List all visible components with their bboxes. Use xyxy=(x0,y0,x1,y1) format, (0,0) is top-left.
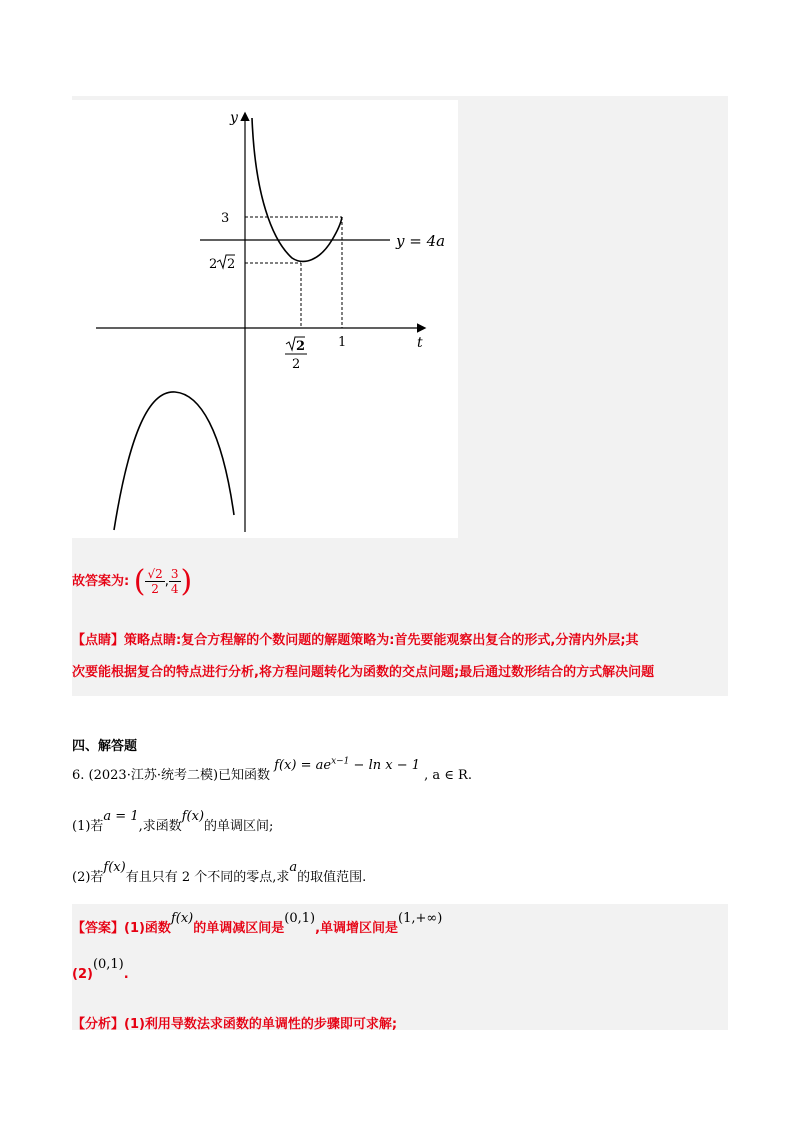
answer-comma: , xyxy=(164,574,169,589)
answer-part-1: 【答案】(1)函数f(x)的单调减区间是(0,1),单调增区间是(1,+∞) xyxy=(72,911,443,936)
problem-intro: 6. (2023·江苏·统考二模)已知函数 $f(x) = ae^{x-1} - \ln x - 1$ , a ∈ R. xyxy=(72,756,472,783)
answer-part-2: (2)(0,1). xyxy=(72,957,129,982)
close-paren: ) xyxy=(180,564,193,599)
answer-prefix: 故答案为: xyxy=(72,574,130,589)
line-y-4a-label: y = 4a xyxy=(396,232,446,250)
function-graph xyxy=(72,100,458,538)
analysis-line: 【分析】(1)利用导数法求函数的单调性的步骤即可求解; xyxy=(72,1017,398,1032)
curve-left-parabola xyxy=(114,392,234,530)
question-2: (2)若f(x)有且只有 2 个不同的零点,求a的取值范围. xyxy=(72,860,367,885)
tick-root2-rad: 2 xyxy=(296,339,306,354)
label-2root2-coef: 2 xyxy=(209,257,218,272)
label-3: 3 xyxy=(221,211,230,226)
problem-func: $f(x) = ae^{x-1} - \ln x - 1$ xyxy=(274,756,420,773)
section-title: 四、解答题 xyxy=(72,739,138,754)
label-2root2-rad: 2 xyxy=(227,257,236,272)
tick-root2-den: 2 xyxy=(292,357,301,372)
question-1: (1)若a = 1,求函数f(x)的单调区间; xyxy=(72,809,274,834)
graph-svg xyxy=(72,100,458,538)
tip-line-1: 【点睛】策略点睛:复合方程解的个数问题的解题策略为:首先要能观察出复合的形式,分清内外层;其 xyxy=(72,633,639,648)
y-axis-label: y xyxy=(230,110,238,126)
t-axis-label: t xyxy=(417,335,423,351)
answer-line xyxy=(72,564,192,599)
answer-frac1: $\frac{√2}{2}$ xyxy=(147,567,163,596)
tick-1: 1 xyxy=(338,335,347,350)
open-paren: ( xyxy=(133,564,146,599)
problem-domain: , a ∈ R. xyxy=(424,768,472,783)
answer-frac2: $\frac{3}{4}$ xyxy=(170,567,179,596)
tip-line-2: 次要能根据复合的特点进行分析,将方程问题转化为函数的交点问题;最后通过数形结合的方式解决问题 xyxy=(72,665,655,680)
